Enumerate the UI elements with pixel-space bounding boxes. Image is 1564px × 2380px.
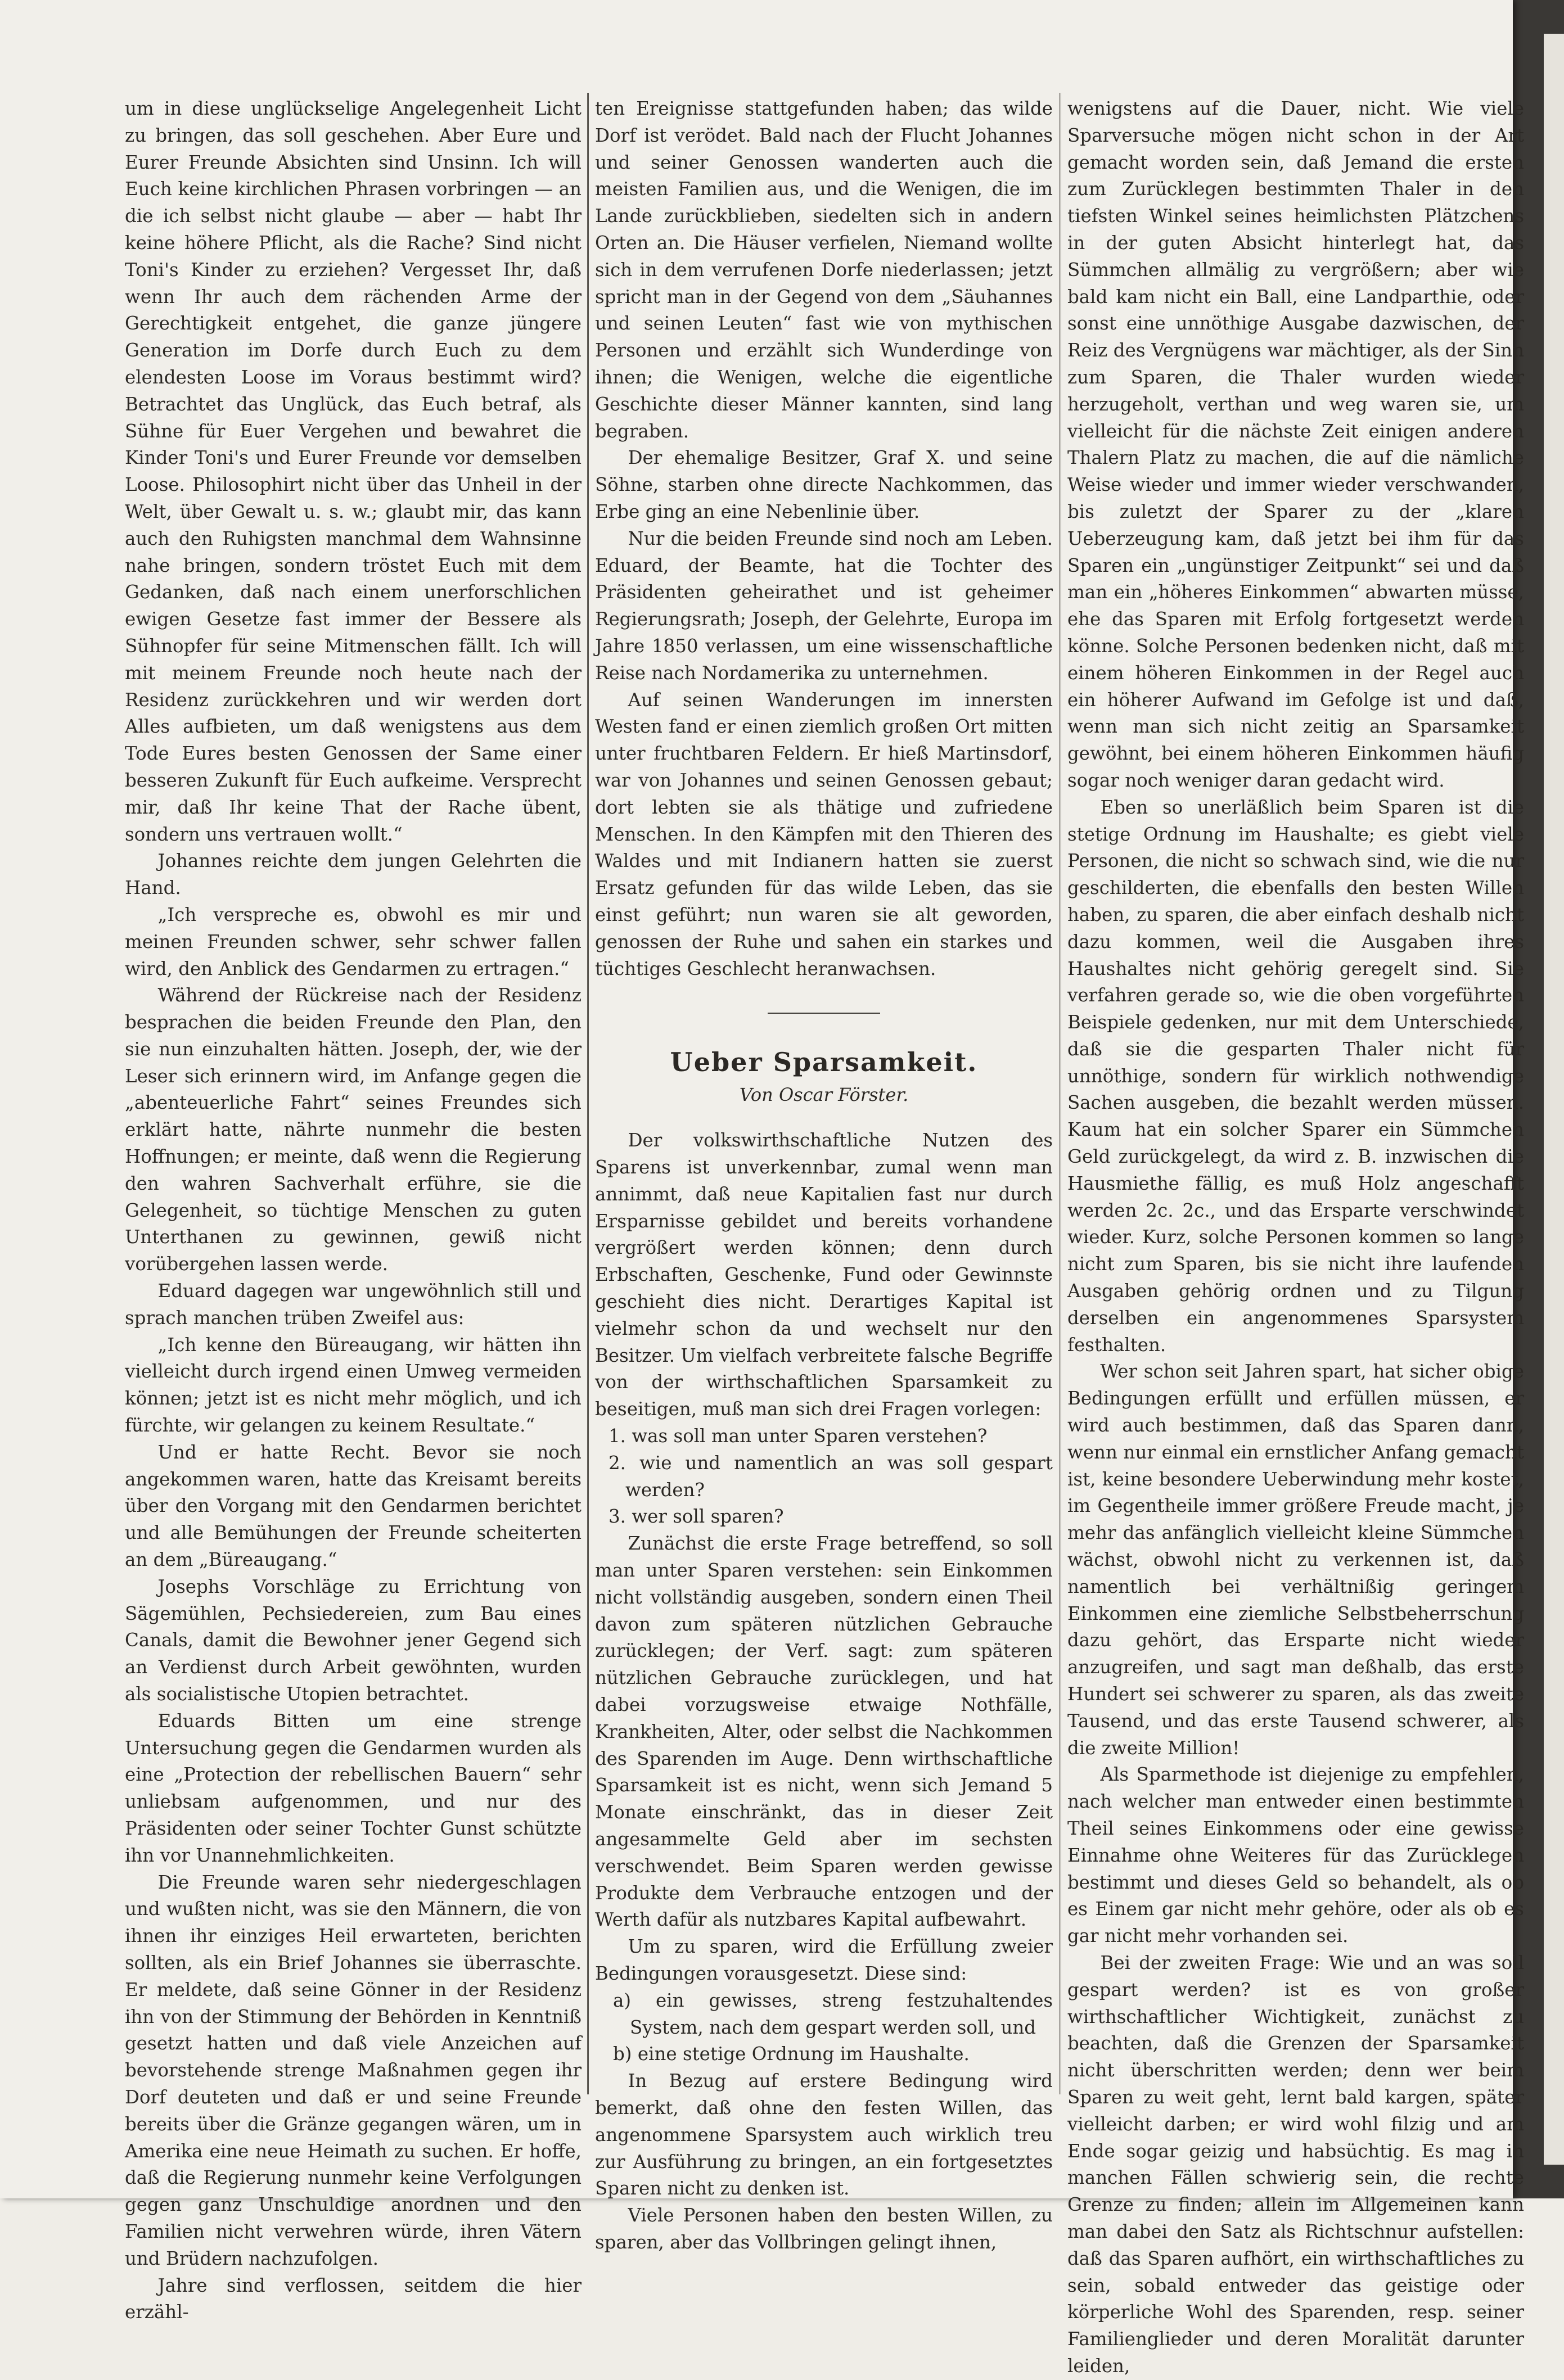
- condition-item: a) ein gewisses, streng festzuhaltendes System, nach dem gespart werden soll, und: [613, 1989, 1053, 2038]
- story-paragraph: Und er hatte Recht. Bevor sie noch angekommen waren, hatte das Kreisamt bereits über den Vorgang mit den Gendarmen berichtet und alle Bemühungen der Freunde scheiterten an dem „Büreaugang.“: [125, 1441, 582, 1571]
- essay-title: Ueber Sparsamkeit.: [670, 1047, 978, 1078]
- section-separator: [768, 1013, 880, 1014]
- essay-byline: Von Oscar Förster.: [739, 1084, 909, 1106]
- essay-paragraph: Zunächst die erste Frage betreffend, so soll man unter Sparen verstehen: sein Einkommen nicht vollständig ausgeben, sondern einen Theil davon zum späteren nützlichen Gebrauche zurücklegen; der Verf. sagt: zum späteren nützlichen Gebrauche zurücklegen, und hat dabei vorzugsweise etwaige Nothfälle, Krankheiten, Alter, oder selbst die Nachkommen des Sparenden im Auge. Denn wirthschaftliche Sparsamkeit ist es nicht, wenn sich Jemand 5 Monate einschränkt, das in dieser Zeit angesammelte Geld aber im sechsten verschwendet. Beim Sparen werden gewisse Produkte dem Verbrauche entzogen und der Werth dafür als nutzbares Kapital aufbewahrt.: [595, 1533, 1053, 1931]
- story-paragraph: Jahre sind verflossen, seitdem die hier erzähl-: [125, 2274, 582, 2323]
- story-paragraph: Eduards Bitten um eine strenge Untersuchung gegen die Gendarmen wurden als eine „Protection der rebellischen Bauern“ sehr unliebsam aufgenommen, und nur des Präsidenten oder seiner Tochter Gunst schützte ihn vor Unannehmlichkeiten.: [125, 1710, 582, 1866]
- story-paragraph: Während der Rückreise nach der Residenz besprachen die beiden Freunde den Plan, den sie nun einzuhalten hätten. Joseph, der, wie der Leser sich erinnern wird, im Anfange gegen die „abenteuerliche Fahrt“ seines Freundes sich erklärt hatte, nährte nunmehr die besten Hoffnungen; er meinte, daß wenn die Regierung den wahren Sachverhalt erführe, sie die Gelegenheit, so tüchtige Menschen zu guten Unterthanen zu gewinnen, gewiß nicht vorübergehen lassen werde.: [125, 984, 582, 1275]
- column-rule-right: [1060, 93, 1061, 2094]
- story-paragraph: Eduard dagegen war ungewöhnlich still und sprach manchen trüben Zweifel aus:: [125, 1280, 582, 1329]
- column-rule-left: [587, 93, 589, 2094]
- essay-paragraph: Der volkswirthschaftliche Nutzen des Sparens ist unverkennbar, zumal wenn man annimmt, daß neue Kapitalien fast nur durch Ersparnisse gebildet und bereits vorhandene vergrößert werden können; denn durch Erbschaften, Geschenke, Fund oder Gewinnste geschieht dies nicht. Derartiges Kapital ist vielmehr schon da und wechselt nur den Besitzer. Um vielfach verbreitete falsche Begriffe von der wirthschaftlichen Sparsamkeit zu beseitigen, muß man sich drei Fragen vorlegen:: [595, 1130, 1053, 1420]
- essay-paragraph: Wer schon seit Jahren spart, hat sicher obige Bedingungen erfüllt und erfüllen müssen, er wird auch bestimmen, daß das Sparen dann, wenn nur einmal ein ernstlicher Anfang gemacht ist, keine besondere Ueberwindung mehr kostet, im Gegentheile immer größere Freude macht, je mehr das anfänglich vielleicht kleine Sümmchen wächst, obwohl nicht zu verkennen ist, daß namentlich bei verhältnißig geringem Einkommen eine ziemliche Selbstbeherrschung dazu gehört, das Ersparte nicht wieder anzugreifen, und sagt man deßhalb, das erste Hundert sei schwerer zu sparen, als das zweite Tausend, und das erste Tausend schwerer, als die zweite Million!: [1067, 1361, 1524, 1759]
- story-paragraph: Johannes reichte dem jungen Gelehrten die Hand.: [125, 850, 582, 899]
- story-paragraph: um in diese unglückselige Angelegenheit Licht zu bringen, das soll geschehen. Aber Eure und Eurer Freunde Absichten sind Unsinn. Ich will Euch keine kirchlichen Phrasen vorbringen — an die ich selbst nicht glaube — aber — habt Ihr keine höhere Pflicht, als die Rache? Sind nicht Toni's Kinder zu erziehen? Vergesset Ihr, daß wenn Ihr auch dem rächenden Arme der Gerechtigkeit entgehet, die ganze jüngere Generation im Dorfe durch Euch zu dem elendesten Loose im Voraus bestimmt wird? Betrachtet das Unglück, das Euch betraf, als Sühne für Euer Vergehen und bewahret die Kinder Toni's und Eurer Freunde vor demselben Loose. Philosophirt nicht über das Unheil in der Welt, über Gewalt u. s. w.; glaubt mir, das kann auch den Ruhigsten manchmal dem Wahnsinne nahe bringen, sondern tröstet Euch mit dem Gedanken, daß nach einem unerforschlichen ewigen Gesetze fast immer der Bessere als Sühnopfer für seine Mitmenschen fällt. Ich will mit meinem Freunde noch heute nach der Residenz zurückkehren und wir werden dort Alles aufbieten, um daß wenigstens aus dem Tode Eures besten Genossen der Same einer besseren Zukunft für Euch aufkeime. Versprecht mir, daß Ihr keine That der Rache übent, sondern uns vertrauen wollt.“: [125, 98, 582, 845]
- essay-paragraph: Als Sparmethode ist diejenige zu empfehlen, nach welcher man entweder einen bestimmten Theil seines Einkommens oder eine gewisse Einnahme ohne Weiteres für das Zurücklegen bestimmt und dieses Geld so behandelt, als ob es Einem gar nicht mehr gehöre, oder als ob es gar nicht mehr vorhanden sei.: [1067, 1764, 1524, 1947]
- essay-paragraph: wenigstens auf die Dauer, nicht. Wie viele Sparversuche mögen nicht schon in der Art gemacht worden sein, daß Jemand die ersten zum Zurücklegen bestimmten Thaler in den tiefsten Winkel seines heimlichsten Plätzchens in der guten Absicht hinterlegt hat, das Sümmchen allmälig zu vergrößern; aber wie bald kam nicht ein Ball, eine Landparthie, oder sonst eine unnöthige Ausgabe dazwischen, der Reiz des Vergnügens war mächtiger, als der Sinn zum Sparen, die Thaler wurden wieder herzugeholt, verthan und weg waren sie, um vielleicht für die nächste Zeit einigen anderen Thalern Platz zu machen, die auf die nämliche Weise wieder und immer wieder verschwanden, bis zuletzt der Sparer zu der „klaren Ueberzeugung kam, daß jetzt bei ihm für das Sparen ein „ungünstiger Zeitpunkt“ sei und daß man ein „höheres Einkommen“ abwarten müsse, ehe das Sparen mit Erfolg fortgesetzt werden könne. Solche Personen bedenken nicht, daß mit einem höheren Einkommen in der Regel auch ein höherer Aufwand im Gefolge ist und daß, wenn man sich nicht zeitig an Sparsamkeit gewöhnt, bei einem höheren Einkommen häufig sogar noch weniger daran gedacht wird.: [1067, 98, 1524, 791]
- essay-paragraph: Viele Personen haben den besten Willen, zu sparen, aber das Vollbringen gelingt ihnen,: [595, 2205, 1053, 2253]
- story-paragraph: ten Ereignisse stattgefunden haben; das wilde Dorf ist verödet. Bald nach der Flucht Johannes und seiner Genossen wanderten auch die meisten Familien aus, und die Wenigen, die im Lande zurückblieben, siedelten sich in andern Orten an. Die Häuser verfielen, Niemand wollte sich in dem verrufenen Dorfe niederlassen; jetzt spricht man in der Gegend von dem „Säuhannes und seinen Leuten“ fast wie von mythischen Personen und erzählt sich Wunderdinge von ihnen; die Wenigen, welche die eigentliche Geschichte dieser Männer kannten, sind lang begraben.: [595, 98, 1053, 442]
- story-paragraph: Die Freunde waren sehr niedergeschlagen und wußten nicht, was sie den Männern, die von ihnen ihr einziges Heil erwarteten, berichten sollten, als ein Brief Johannes sie überraschte. Er meldete, daß seine Gönner in der Residenz ihn von der Stimmung der Behörden in Kenntniß gesetzt hatten und daß viele Anzeichen auf bevorstehende strenge Maßnahmen gegen ihr Dorf deuteten und daß er und seine Freunde bereits über die Gränze gegangen wären, um in Amerika eine neue Heimath zu suchen. Er hoffe, daß die Regierung nunmehr keine Verfolgungen gegen ganz Unschuldige anordnen und den Familien nicht verwehren würde, ihren Vätern und Brüdern nachzufolgen.: [125, 1871, 582, 2269]
- column-3: [1067, 96, 1524, 2380]
- question-list: [595, 1423, 1053, 1530]
- story-paragraph: „Ich verspreche es, obwohl es mir und meinen Freunden schwer, sehr schwer fallen wird, den Anblick des Gendarmen zu ertragen.“: [125, 904, 582, 979]
- essay-paragraph: Um zu sparen, wird die Erfüllung zweier Bedingungen vorausgesetzt. Diese sind:: [595, 1936, 1053, 1984]
- condition-item: b) eine stetige Ordnung im Haushalte.: [613, 2043, 970, 2065]
- story-paragraph: Auf seinen Wanderungen im innersten Westen fand er einen ziemlich großen Ort mitten unter fruchtbaren Feldern. Er hieß Martinsdorf, war von Johannes und seinen Genossen gebaut; dort lebten sie als thätige und zufriedene Menschen. In den Kämpfen mit den Thieren des Waldes und mit Indianern hatten sie zuerst Ersatz gefunden für das wilde Leben, das sie einst geführt; nun waren sie alt geworden, genossen der Ruhe und sahen ein starkes und tüchtiges Geschlecht heranwachsen.: [595, 689, 1053, 979]
- column-1: [125, 96, 582, 2326]
- column-2: [595, 96, 1053, 2256]
- essay-paragraph: In Bezug auf erstere Bedingung wird bemerkt, daß ohne den festen Willen, das angenommene Sparsystem auch wirklich treu zur Ausführung zu bringen, an ein fortgesetztes Sparen nicht zu denken ist.: [595, 2070, 1053, 2200]
- adjacent-page-edge: [1544, 34, 1564, 2165]
- story-paragraph: „Ich kenne den Büreaugang, wir hätten ihn vielleicht durch irgend einen Umweg vermeiden können; jetzt ist es nicht mehr möglich, und ich fürchte, wir gelangen zu keinem Resultate.“: [125, 1334, 582, 1437]
- question-item: 2. wie und namentlich an was soll gespart werden?: [609, 1452, 1053, 1501]
- question-item: 1. was soll man unter Sparen verstehen?: [609, 1425, 988, 1447]
- story-paragraph: Der ehemalige Besitzer, Graf X. und seine Söhne, starben ohne directe Nachkommen, das Erbe ging an eine Nebenlinie über.: [595, 447, 1053, 522]
- story-paragraph: Nur die beiden Freunde sind noch am Leben. Eduard, der Beamte, hat die Tochter des Präsidenten geheirathet und ist geheimer Regierungsrath; Joseph, der Gelehrte, Europa im Jahre 1850 verlassen, um eine wissenschaftliche Reise nach Nordamerika zu unternehmen.: [595, 527, 1053, 684]
- condition-list: [595, 1988, 1053, 2068]
- question-item: 3. wer soll sparen?: [609, 1506, 784, 1528]
- essay-paragraph: Bei der zweiten Frage: Wie und an was soll gespart werden? ist es von großer wirthschaftlicher Wichtigkeit, zunächst zu beachten, daß die Grenzen der Sparsamkeit nicht überschritten werden; denn wer beim Sparen zu weit geht, lernt bald kargen, später vielleicht darben; er wird wohl filzig und am Ende sogar geizig und habsüchtig. Es mag in manchen Fällen schwierig sein, die rechte Grenze zu finden; allein im Allgemeinen kann man dabei den Satz als Richtschnur aufstellen: daß das Sparen aufhört, ein wirthschaftliches zu sein, sobald entweder das geistige oder körperliche Wohl des Sparenden, resp. seiner Familienglieder und deren Moralität darunter leiden,: [1067, 1952, 1524, 2377]
- story-paragraph: Josephs Vorschläge zu Errichtung von Sägemühlen, Pechsiedereien, zum Bau eines Canals, damit die Bewohner jener Gegend sich an Verdienst durch Arbeit gewöhnten, wurden als socialistische Utopien betrachtet.: [125, 1575, 582, 1705]
- essay-paragraph: Eben so unerläßlich beim Sparen ist die stetige Ordnung im Haushalte; es giebt viele Personen, die nicht so schwach sind, wie die nur geschilderten, die ebenfalls den besten Willen haben, zu sparen, die aber einfach deshalb nicht dazu kommen, weil die Ausgaben ihres Haushaltes nicht gehörig geregelt sind. Sie verfahren gerade so, wie die oben vorgeführten Beispiele gedenken, nur mit dem Unterschiede, daß sie die gesparten Thaler nicht für unnöthige, sondern für wirklich nothwendige Sachen ausgeben, die bezahlt werden müssen. Kaum hat ein solcher Sparer ein Sümmchen Geld zurückgelegt, da wird z. B. inzwischen die Hausmiethe fällig, es muß Holz angeschafft werden 2c. 2c., und das Ersparte verschwindet wieder. Kurz, solche Personen kommen so lange nicht zum Sparen, bis sie nicht ihre laufenden Ausgaben gehörig ordnen und zu Tilgung derselben ein angenommenes Sparsystem festhalten.: [1067, 796, 1524, 1356]
